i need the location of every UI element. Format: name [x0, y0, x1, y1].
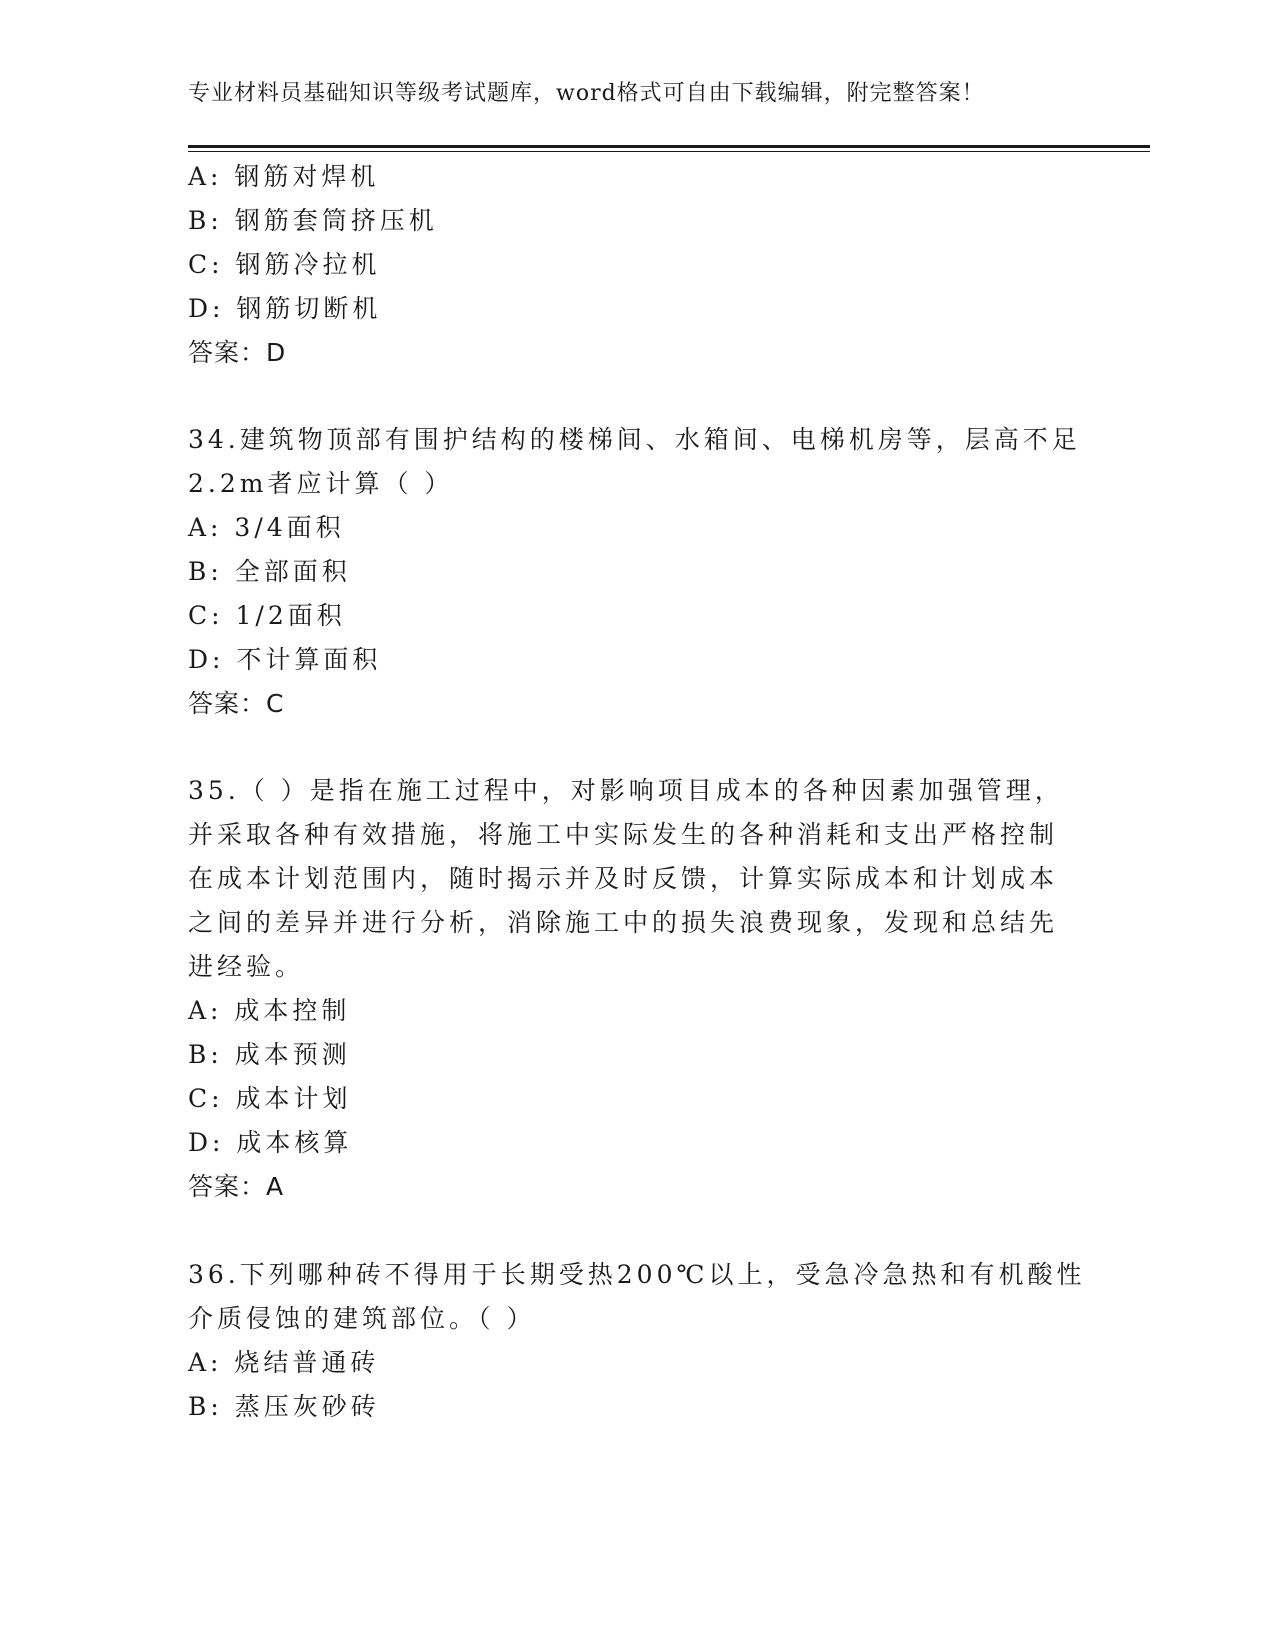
q35-option-c: C: 成本计划 — [188, 1084, 352, 1113]
q34-option-c: C: 1/2面积 — [188, 601, 346, 630]
q35-stem-line-5: 进经验。 — [188, 952, 305, 981]
header-rule-thick — [188, 145, 1150, 148]
q35-option-b: B: 成本预测 — [188, 1040, 351, 1069]
header-rule-thin — [188, 151, 1150, 152]
q35-option-d: D: 成本核算 — [188, 1128, 353, 1157]
q34-answer: 答案：C — [188, 689, 285, 718]
q33-option-c: C: 钢筋冷拉机 — [188, 250, 381, 279]
q34-option-a: A: 3/4面积 — [188, 513, 345, 542]
q34-stem-line-2: 2.2m者应计算（ ） — [188, 469, 454, 498]
q36-option-b: B: 蒸压灰砂砖 — [188, 1392, 380, 1421]
q35-answer: 答案：A — [188, 1172, 285, 1201]
q34-option-d: D: 不计算面积 — [188, 645, 382, 674]
q35-stem-line-1: 35.（ ）是指在施工过程中，对影响项目成本的各种因素加强管理， — [188, 776, 1064, 805]
q35-stem-line-3: 在成本计划范围内，随时揭示并及时反馈，计算实际成本和计划成本 — [188, 864, 1059, 893]
q36-option-a: A: 烧结普通砖 — [188, 1348, 380, 1377]
q35-stem-line-4: 之间的差异并进行分析，消除施工中的损失浪费现象，发现和总结先 — [188, 908, 1059, 937]
q33-answer: 答案：D — [188, 338, 287, 367]
q34-stem-line-1: 34.建筑物顶部有围护结构的楼梯间、水箱间、电梯机房等，层高不足 — [188, 425, 1081, 454]
q33-option-b: B: 钢筋套筒挤压机 — [188, 206, 438, 235]
q36-stem-line-2: 介质侵蚀的建筑部位。（ ） — [188, 1304, 536, 1333]
q34-option-b: B: 全部面积 — [188, 557, 351, 586]
page-header: 专业材料员基础知识等级考试题库，word格式可自由下载编辑，附完整答案！ — [188, 81, 985, 106]
q35-option-a: A: 成本控制 — [188, 996, 351, 1025]
q33-option-d: D: 钢筋切断机 — [188, 294, 382, 323]
q35-stem-line-2: 并采取各种有效措施，将施工中实际发生的各种消耗和支出严格控制 — [188, 820, 1059, 849]
q33-option-a: A: 钢筋对焊机 — [188, 162, 380, 191]
q36-stem-line-1: 36.下列哪种砖不得用于长期受热200℃以上，受急冷急热和有机酸性 — [188, 1260, 1086, 1289]
